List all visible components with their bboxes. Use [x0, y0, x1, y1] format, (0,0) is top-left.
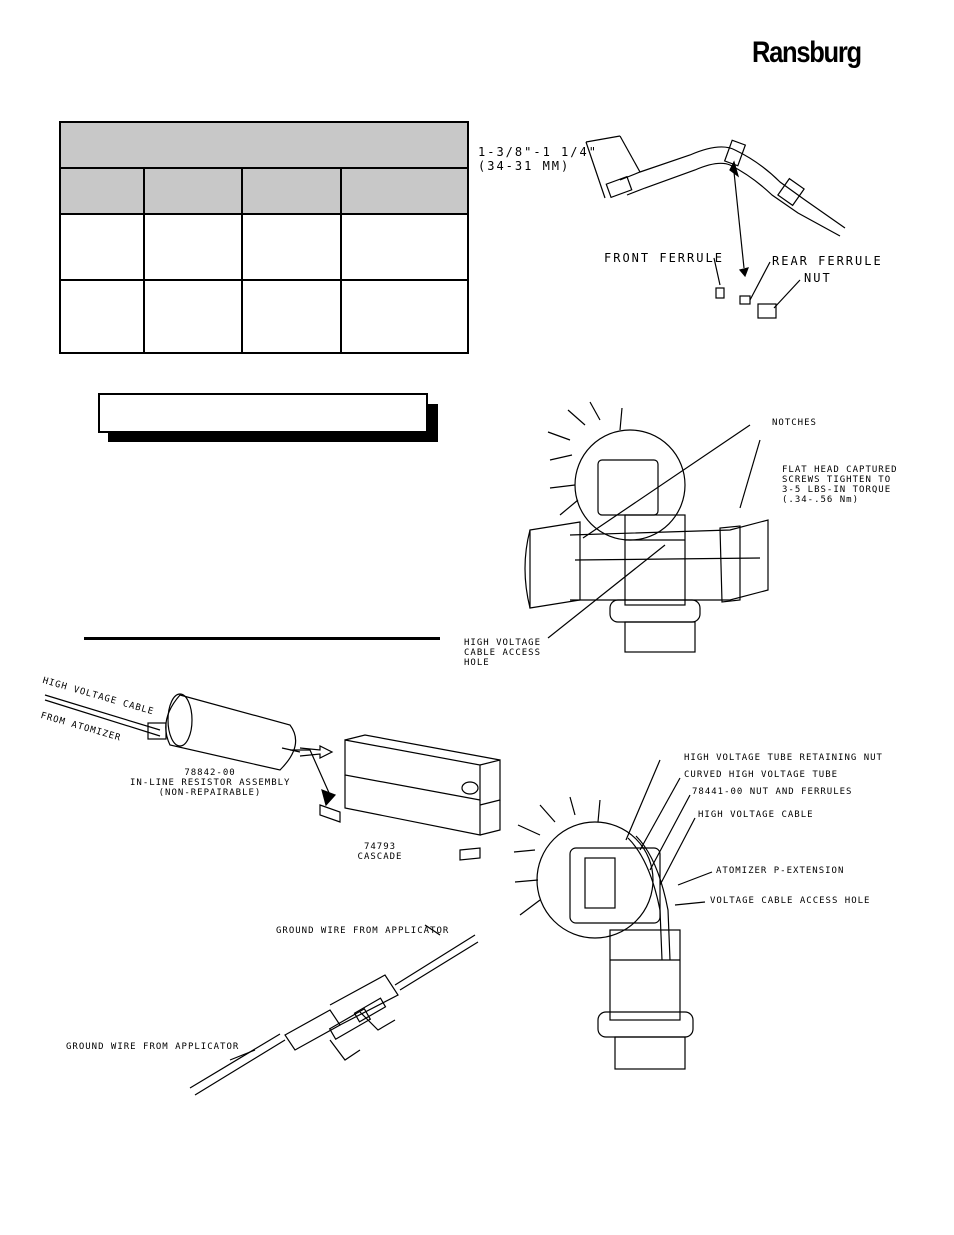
hv-cable-label: HIGH VOLTAGE CABLE [698, 810, 814, 820]
brand-logo: Ransburg [752, 36, 861, 69]
extension-label: ATOMIZER P-EXTENSION [716, 866, 845, 876]
ground-wire-drawing [190, 925, 478, 1095]
ground-wire-lower-label: GROUND WIRE FROM APPLICATOR [66, 1042, 240, 1052]
notches-label: NOTCHES [772, 418, 817, 428]
cable-access-hole-label: HIGH VOLTAGE CABLE ACCESS HOLE [464, 638, 542, 668]
nut-ferrules-label: 78441-00 NUT AND FERRULES [692, 787, 853, 797]
curved-tube-drawing [586, 136, 845, 318]
ground-wire-upper-label: GROUND WIRE FROM APPLICATOR [276, 926, 450, 936]
rear-ferrule-label: REAR FERRULE [772, 254, 883, 268]
cascade-label: 74793 CASCADE [357, 842, 403, 862]
curved-tube-label: CURVED HIGH VOLTAGE TUBE [684, 770, 839, 780]
retaining-nut-label: HIGH VOLTAGE TUBE RETAINING NUT [684, 753, 883, 763]
atomizer-clamp-drawing [525, 402, 768, 652]
resistor-label: 78842-00 IN-LINE RESISTOR ASSEMBLY (NON-REPAIRABLE) [130, 768, 291, 798]
front-ferrule-label: FRONT FERRULE [604, 251, 724, 265]
from-atomizer-label: FROM ATOMIZER [39, 711, 123, 744]
nut-label: NUT [804, 271, 832, 285]
hv-cable-label: HIGH VOLTAGE CABLE [41, 676, 156, 718]
flat-head-label: FLAT HEAD CAPTURED SCREWS TIGHTEN TO 3-5 LBS-IN TORQUE (.34-.56 Nm) [782, 465, 898, 505]
access-hole-label: VOLTAGE CABLE ACCESS HOLE [710, 896, 871, 906]
dimension-label: 1-3/8"-1 1/4" [478, 145, 598, 159]
dimension-metric-label: (34-31 MM) [478, 159, 571, 173]
atomizer-tube-drawing [514, 760, 712, 1069]
